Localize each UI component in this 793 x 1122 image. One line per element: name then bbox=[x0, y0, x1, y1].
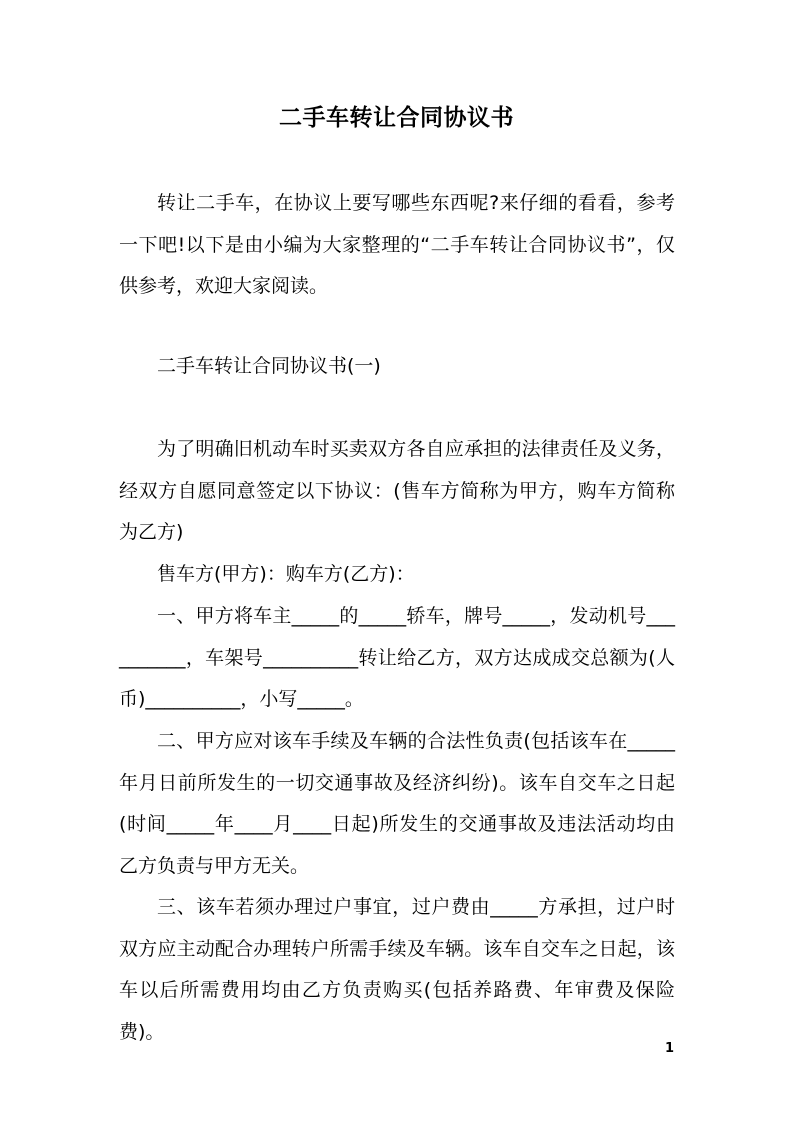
intro-paragraph: 转让二手车，在协议上要写哪些东西呢?来仔细的看看，参考一下吧!以下是由小编为大家整理的“二手车转让合同协议书”，仅供参考，欢迎大家阅读。 bbox=[119, 192, 675, 297]
clause-2: 二、甲方应对该车手续及车辆的合法性负责(包括该车在_____年月日前所发生的一切交通事故及经济纠纷)。该车自交车之日起(时间_____年____月____日起)所发生的交通事故及违法活动均由乙方负责与甲方无关。 bbox=[119, 730, 675, 877]
clause-1: 一、甲方将车主_____的_____轿车，牌号_____，发动机号__________，车架号__________转让给乙方，双方达成成交总额为(人币)__________，小写_____。 bbox=[119, 605, 675, 710]
document-title: 二手车转让合同协议书 bbox=[279, 105, 514, 131]
page-number: 1 bbox=[664, 1041, 674, 1056]
paragraph-parties: 售车方(甲方)：购车方(乙方)： bbox=[157, 563, 415, 585]
section-heading: 二手车转让合同协议书(一) bbox=[157, 355, 381, 377]
paragraph-purpose: 为了明确旧机动车时买卖双方各自应承担的法律责任及义务，经双方自愿同意签定以下协议：(售车方简称为甲方，购车方简称为乙方) bbox=[119, 438, 675, 543]
clause-3: 三、该车若须办理过户事宜，过户费由_____方承担，过户时双方应主动配合办理转户所需手续及车辆。该车自交车之日起，该车以后所需费用均由乙方负责购买(包括养路费、年审费及保险费)。 bbox=[119, 896, 675, 1043]
